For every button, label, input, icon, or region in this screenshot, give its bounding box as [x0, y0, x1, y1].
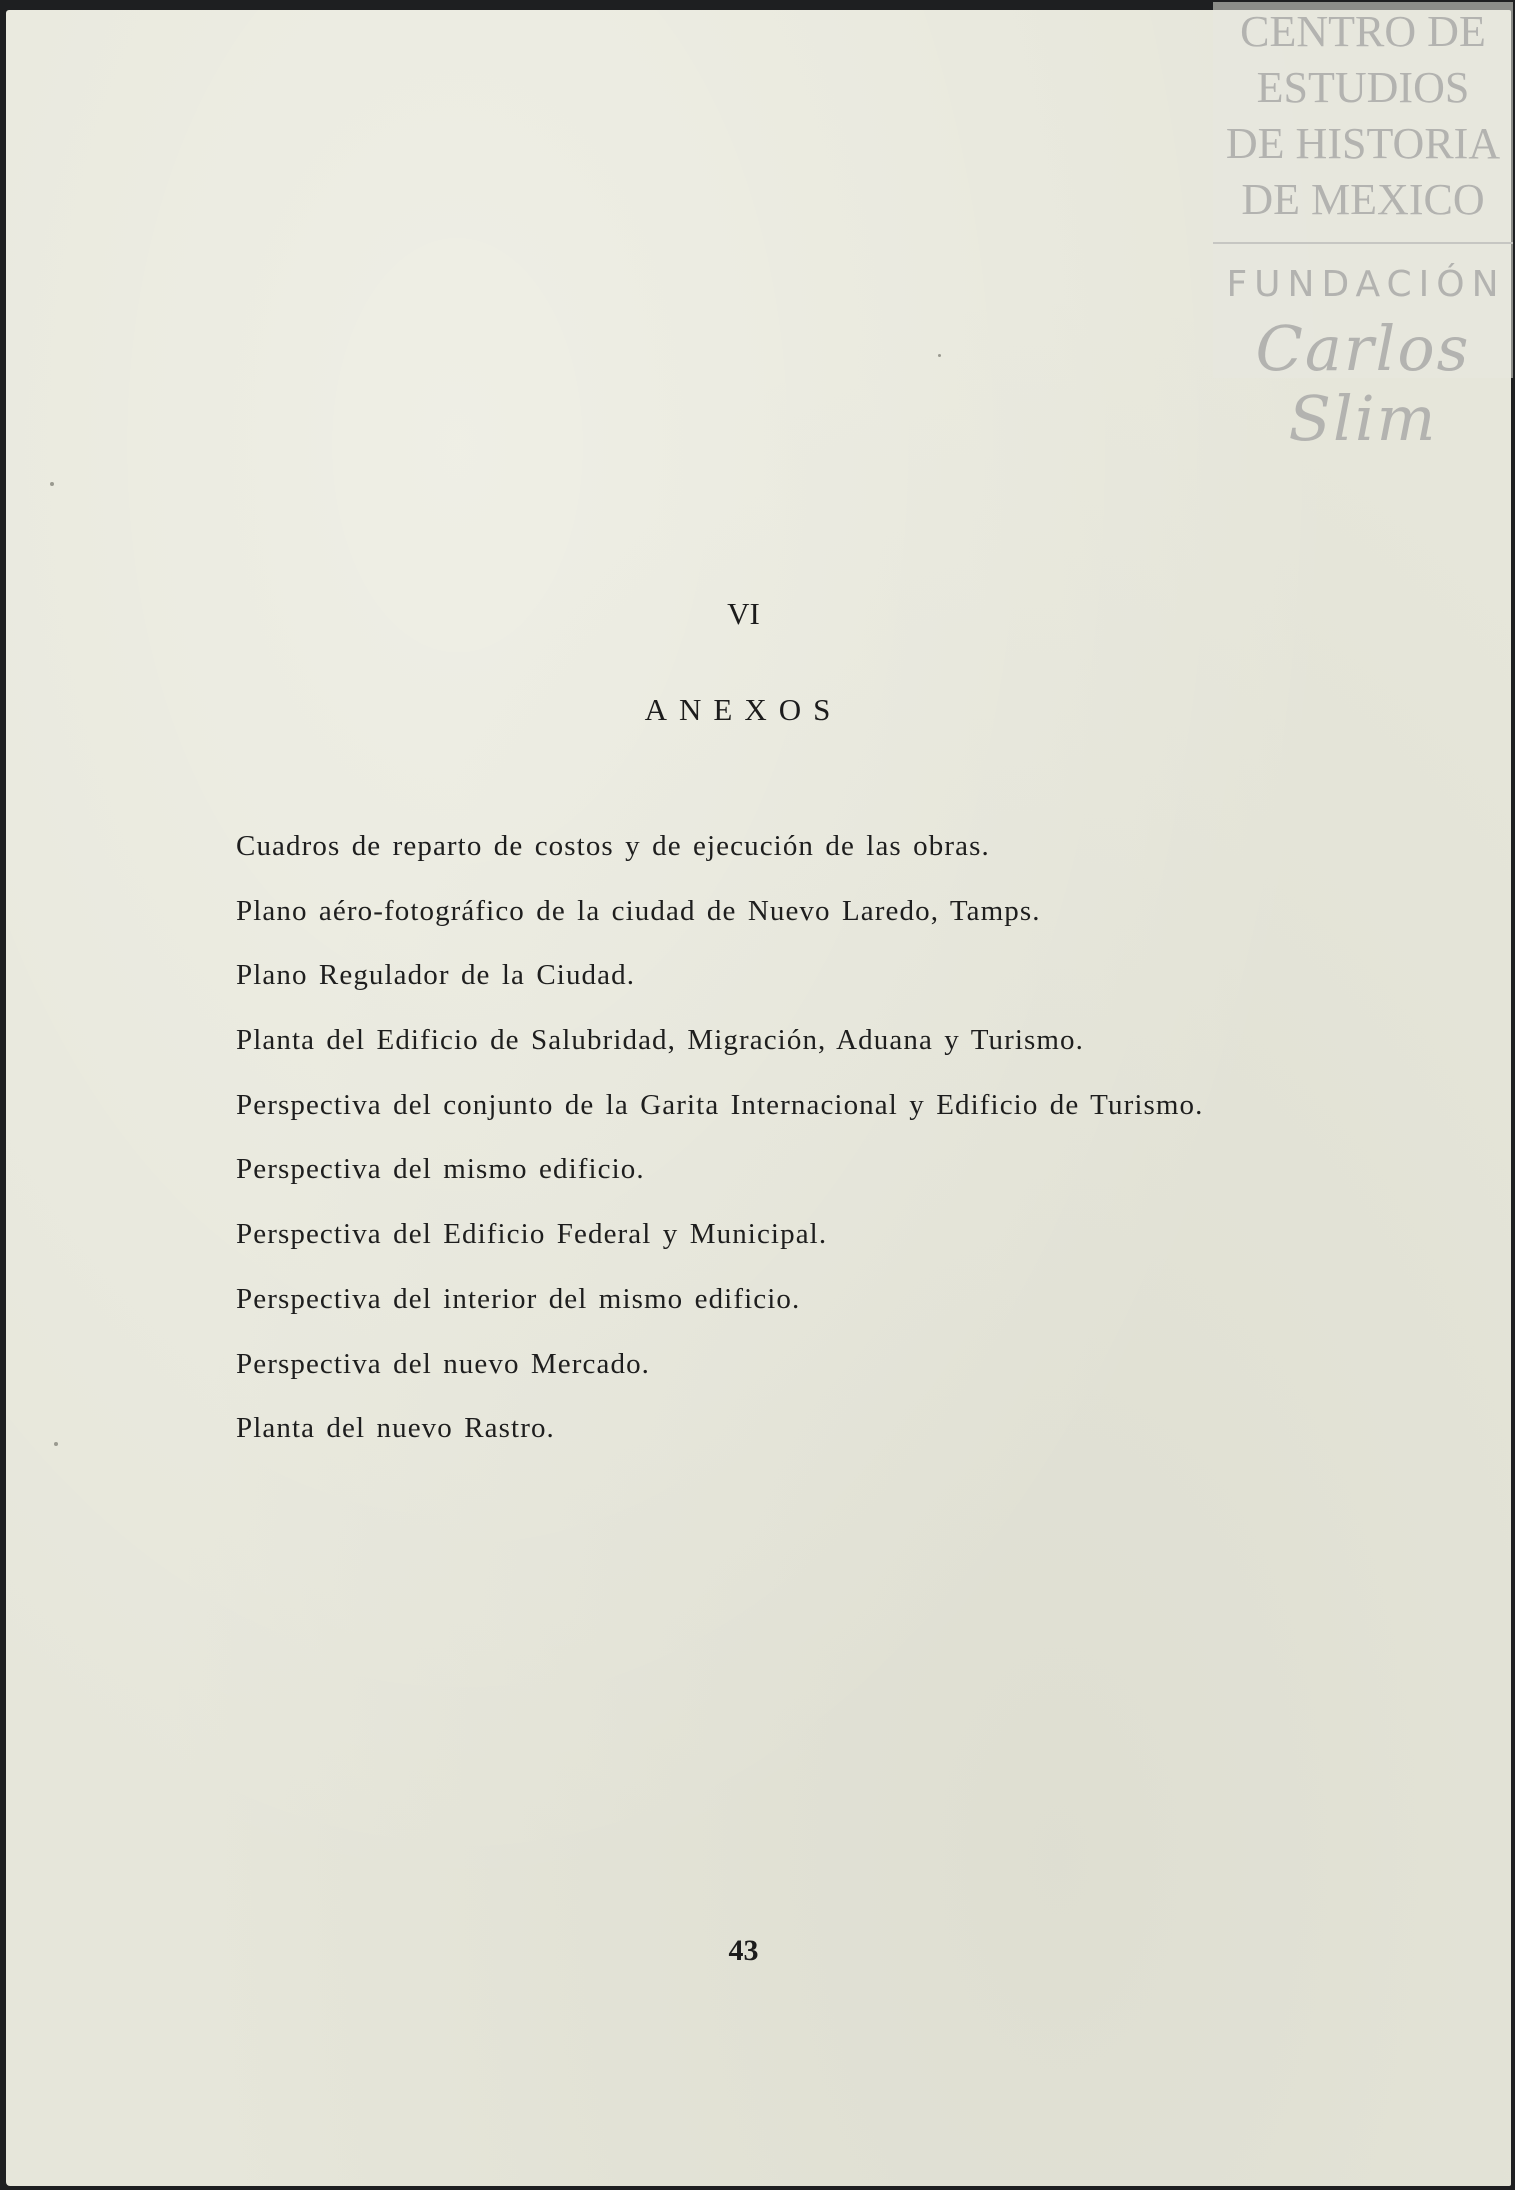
- watermark-line: ESTUDIOS: [1256, 63, 1470, 112]
- watermark-foundation: FUNDACIÓN: [1226, 264, 1506, 305]
- watermark-divider: [1213, 242, 1513, 244]
- annex-item: Perspectiva del conjunto de la Garita Internacional y Edificio de Turismo.: [236, 1088, 1204, 1121]
- paper-speck: [50, 482, 54, 486]
- chapter-title: ANEXOS: [644, 692, 843, 727]
- annex-item: Perspectiva del nuevo Mercado.: [236, 1347, 651, 1380]
- watermark-line: DE MEXICO: [1241, 175, 1485, 224]
- annex-item: Cuadros de reparto de costos y de ejecución de las obras.: [236, 830, 990, 862]
- watermark-line: CENTRO DE: [1240, 7, 1486, 56]
- annex-list: [236, 820, 1203, 1467]
- paper-speck: [938, 354, 941, 357]
- annex-item: Perspectiva del interior del mismo edificio.: [236, 1282, 801, 1315]
- annex-item: Perspectiva del mismo edificio.: [236, 1153, 645, 1186]
- annex-item: Perspectiva del Edificio Federal y Municipal.: [236, 1218, 828, 1251]
- annex-item: Plano Regulador de la Ciudad.: [236, 959, 636, 992]
- chapter-number: VI: [727, 596, 760, 631]
- archive-watermark: [1213, 2, 1513, 455]
- watermark-line: DE HISTORIA: [1225, 119, 1501, 168]
- annex-item: Planta del nuevo Rastro.: [236, 1412, 555, 1445]
- watermark-signature: Carlos Slim: [1255, 312, 1471, 455]
- page-number: 43: [728, 1934, 759, 1967]
- paper-speck: [54, 1442, 58, 1446]
- annex-item: Planta del Edificio de Salubridad, Migración, Aduana y Turismo.: [236, 1024, 1085, 1057]
- annex-item: Plano aéro-fotográfico de la ciudad de Nuevo Laredo, Tamps.: [236, 894, 1041, 927]
